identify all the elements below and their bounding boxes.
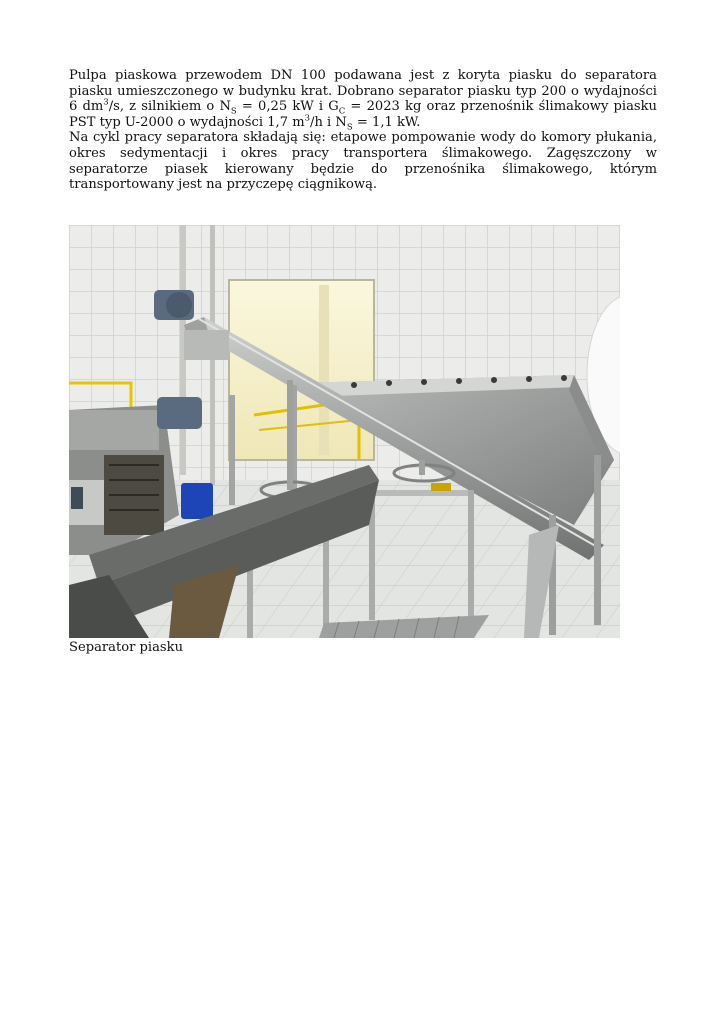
subscript: C xyxy=(338,106,346,117)
paragraph-1-part: = 0,25 kW i G xyxy=(236,99,339,115)
paragraph-1-part: Pulpa piaskowa przewodem DN 100 podawana jest z koryta piasku do separatora piasku umieszczonego w budynku krat. Dobrano separator piasku typ 200 o wydajności 6 dm xyxy=(69,68,657,115)
subscript: S xyxy=(230,106,237,117)
paragraph-1 xyxy=(69,68,657,133)
photo-caption: Separator piasku xyxy=(69,640,184,655)
superscript: 3 xyxy=(103,97,109,108)
body-text xyxy=(69,68,657,193)
separator-photo xyxy=(69,225,620,638)
subscript: S xyxy=(346,122,353,133)
paragraph-1-part: = 1,1 kW. xyxy=(352,114,421,130)
paragraph-1-part: = 2023 kg oraz przenośnik ślimakowy piasku PST typ U-2000 o wydajności 1,7 m xyxy=(69,99,657,130)
paragraph-1-part: /h i N xyxy=(310,114,347,130)
paragraph-2: Na cykl pracy separatora składają się: etapowe pompowanie wody do komory płukania, okres sedymentacji i okres pracy transportera ślimakowego. Zagęszczony w separatorze piasek kierowany będzie do przenośnika ślimakowego, którym transportowany jest na przyczepę ciągnikową. xyxy=(69,130,657,193)
superscript: 3 xyxy=(304,113,311,124)
paragraph-1-part: /s, z silnikiem o N xyxy=(108,99,231,115)
